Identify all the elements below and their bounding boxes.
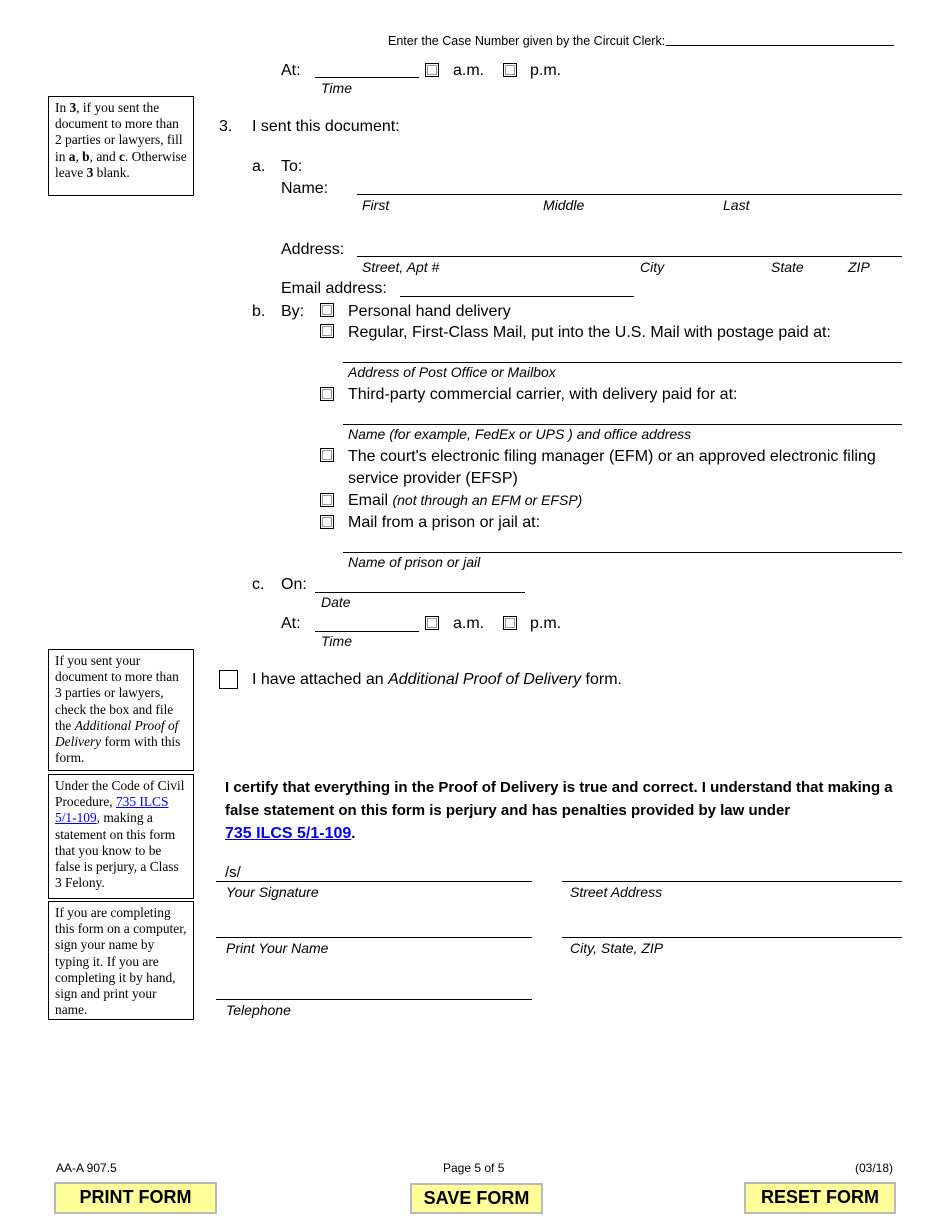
c-am-label: a.m. [453,615,485,632]
mail-address-line [343,362,902,363]
top-am-checkbox[interactable] [425,63,439,77]
page-number: Page 5 of 5 [443,1161,505,1175]
efm-label: The court's electronic filing manager (EFM) or an approved electronic filing service provider (EFSP) [348,448,876,487]
email-option [348,491,582,510]
email-address-label: Email address: [281,280,387,297]
name-line [357,194,902,195]
top-time-label: Time [321,80,352,96]
prison-label: Mail from a prison or jail at: [348,514,541,531]
email-option-note: (not through an EFM or EFSP) [392,492,583,508]
to-label: To: [281,158,303,175]
reset-form-button[interactable]: RESET FORM [744,1182,896,1214]
section3-number: 3. [219,118,233,135]
revision-date: (03/18) [855,1161,894,1175]
print-name-label: Print Your Name [226,940,329,956]
case-number-label: Enter the Case Number given by the Circuit Clerk: [388,34,666,48]
hand-delivery-label: Personal hand delivery [348,303,511,320]
prison-input[interactable] [344,535,901,552]
section3c-letter: c. [252,576,265,593]
case-number-input[interactable] [666,30,894,45]
top-pm-label: p.m. [530,62,562,79]
middle-name-label: Middle [543,197,585,213]
date-input[interactable] [316,575,524,592]
c-time-input[interactable] [316,614,418,631]
street-label: Street, Apt # [362,259,440,275]
save-form-button[interactable]: SAVE FORM [410,1183,543,1214]
form-id: AA-A 907.5 [56,1161,117,1175]
certification-text: I certify that everything in the Proof of Delivery is true and correct. I understand that making a false statement on this form is perjury and has penalties provided by law under 735 ILCS 5/1-109. [225,779,893,842]
city-state-zip-label: City, State, ZIP [570,940,664,956]
telephone-label: Telephone [226,1002,291,1018]
last-name-label: Last [723,197,750,213]
carrier-checkbox[interactable] [320,387,334,401]
additional-proof-checkbox[interactable] [219,670,238,689]
c-time-label: Time [321,633,352,649]
recipient-address-input[interactable] [358,239,901,256]
sidebar-note-perjury: Under the Code of Civil Procedure, 735 ILCS 5/1-109, making a statement on this form that you know to be false is perjury, a Class 3 Felony. [48,774,194,899]
section3a-letter: a. [252,158,266,175]
sidebar-note-section3: In 3, if you sent the document to more than 2 parties or lawyers, fill in a, b, and c. Otherwise leave 3 blank. [48,96,194,196]
sidebar-note-additional-proof: If you sent your document to more than 3 parties or lawyers, check the box and file the Additional Proof of Delivery form with this form. [48,649,194,771]
telephone-input[interactable] [217,982,531,999]
c-pm-label: p.m. [530,615,562,632]
recipient-name-input[interactable] [358,177,901,194]
city-state-zip-line [562,937,902,938]
case-number-line [666,45,894,46]
name-label: Name: [281,180,329,197]
section3b-letter: b. [252,303,266,320]
street-address-label: Street Address [570,884,663,900]
street-address-input[interactable] [563,864,901,881]
hand-delivery-checkbox[interactable] [320,303,334,317]
zip-label: ZIP [848,259,870,275]
sidebar-note-signature: If you are completing this form on a computer, sign your name by typing it. If you are completing it by hand, sign and print your name. [48,901,194,1020]
prison-checkbox[interactable] [320,515,334,529]
prison-line [343,552,902,553]
by-label: By: [281,303,305,320]
top-time-line [315,77,419,78]
prison-name-label: Name of prison or jail [348,554,481,570]
signature-input[interactable] [246,864,530,881]
city-label: City [640,259,665,275]
street-address-line [562,881,902,882]
certify-ilcs-link[interactable]: 735 ILCS 5/1-109 [225,825,352,842]
top-time-input[interactable] [316,60,418,77]
top-pm-checkbox[interactable] [503,63,517,77]
c-time-line [315,631,419,632]
carrier-name-label: Name (for example, FedEx or UPS ) and office address [348,426,692,442]
signature-value: /s/ [225,864,241,881]
carrier-input[interactable] [344,407,901,424]
print-form-button[interactable]: PRINT FORM [54,1182,217,1214]
mail-label: Regular, First-Class Mail, put into the U.S. Mail with postage paid at: [348,324,831,341]
c-pm-checkbox[interactable] [503,616,517,630]
c-at-label: At: [281,615,301,632]
mail-checkbox[interactable] [320,324,334,338]
c-am-checkbox[interactable] [425,616,439,630]
recipient-email-input[interactable] [401,279,633,296]
signature-line [216,881,532,882]
section3-title: I sent this document: [252,118,400,135]
state-label: State [771,259,804,275]
address-line [357,256,902,257]
email-option-label: Email [348,492,389,509]
address-label: Address: [281,241,345,258]
top-am-label: a.m. [453,62,485,79]
top-at-label: At: [281,62,301,79]
print-name-input[interactable] [217,920,531,937]
signature-label: Your Signature [226,884,319,900]
sidebar-ilcs-link[interactable]: 735 ILCS 5/1-109 [55,794,169,826]
date-line [315,592,525,593]
additional-proof-text: I have attached an Additional Proof of Delivery form. [252,671,622,688]
date-label: Date [321,594,351,610]
email-line [400,296,634,297]
print-name-line [216,937,532,938]
carrier-line [343,424,902,425]
city-state-zip-input[interactable] [563,920,901,937]
email-checkbox[interactable] [320,493,334,507]
efm-checkbox[interactable] [320,448,334,462]
on-label: On: [281,576,307,593]
carrier-label: Third-party commercial carrier, with delivery paid for at: [348,386,738,403]
mail-address-input[interactable] [344,345,901,362]
telephone-line [216,999,532,1000]
mail-address-label: Address of Post Office or Mailbox [348,364,556,380]
first-name-label: First [362,197,390,213]
